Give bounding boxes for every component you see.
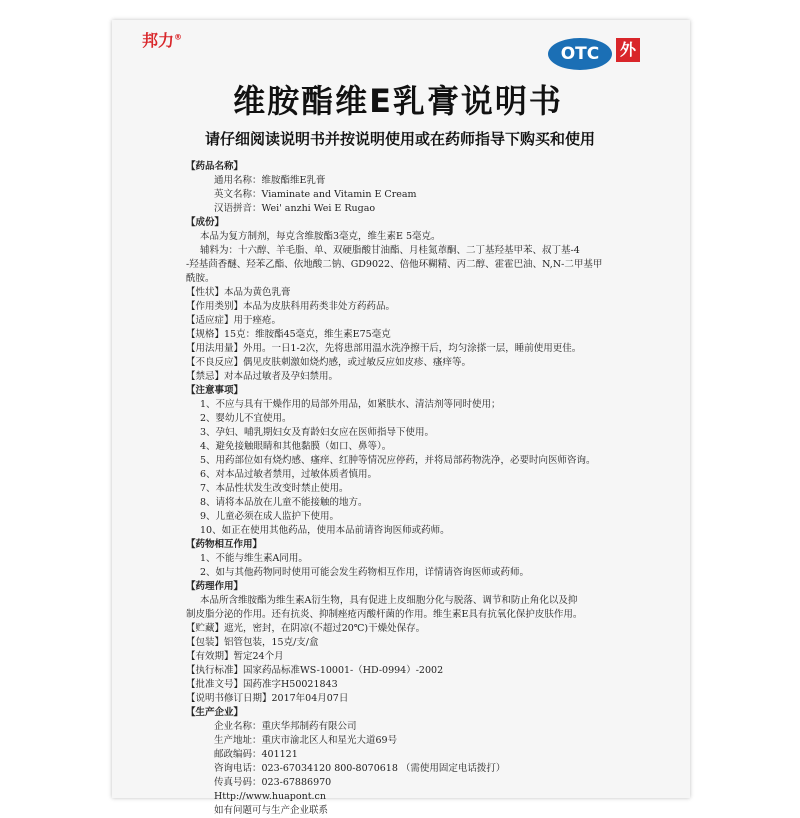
pinyin-name: 汉语拼音：Wei' anzhi Wei E Rugao: [214, 203, 376, 214]
ingredients-text: 本品为复方制剂，每克含维胺酯3毫克，维生素E 5毫克。: [200, 231, 441, 242]
storage: 【贮藏】遮光，密封，在阴凉(不超过20℃)干燥处保存。: [186, 623, 426, 634]
section-manufacturer: 【生产企业】: [186, 707, 244, 718]
section-ingredients: 【成份】: [186, 217, 225, 228]
website: Http://www.huapont.cn: [214, 791, 326, 802]
instruction-subtitle: 请仔细阅读说明书并按说明使用或在药师指导下购买和使用: [204, 130, 595, 148]
contraindications: 【禁忌】对本品过敏者及孕妇禁用。: [186, 371, 339, 382]
phone-number: 咨询电话：023-67034120 800-8070618 （需使用固定电话拨打）: [214, 763, 506, 774]
brand-logo: 邦力®: [142, 31, 183, 50]
shelf-life: 【有效期】暂定24个月: [186, 651, 284, 662]
excipients-line-3: 酰胺。: [186, 273, 215, 284]
precaution-item: 6、对本品过敏者禁用，过敏体质者慎用。: [200, 469, 378, 480]
company-address: 生产地址：重庆市渝北区人和星光大道69号: [214, 735, 398, 746]
pharmacology-line-2: 制皮脂分泌的作用。还有抗炎、抑制痤疮丙酸杆菌的作用。维生素E具有抗氧化保护皮肤作用。: [186, 609, 583, 620]
pharmacology-line-1: 本品所含维胺酯为维生素A衍生物，具有促进上皮细胞分化与脱落、调节和防止角化以及抑: [200, 595, 578, 606]
precaution-item: 5、用药部位如有烧灼感、瘙痒、红肿等情况应停药，并将局部药物洗净，必要时向医师咨询。: [200, 455, 596, 466]
interaction-item: 1、不能与维生素A同用。: [200, 553, 308, 564]
precaution-item: 3、孕妇、哺乳期妇女及育龄妇女应在医师指导下使用。: [200, 427, 435, 438]
leaflet-content: [186, 160, 676, 818]
contact-note: 如有问题可与生产企业联系: [214, 805, 329, 816]
external-use-badge: 外: [616, 38, 640, 62]
precaution-item: 8、请将本品放在儿童不能接触的地方。: [200, 497, 368, 508]
category-of-action: 【作用类别】本品为皮肤科用药类非处方药药品。: [186, 301, 396, 312]
precaution-item: 1、不应与具有干燥作用的局部外用品，如紧肤水、清洁剂等同时使用；: [200, 399, 501, 410]
section-pharmacology: 【药理作用】: [186, 581, 244, 592]
section-precautions: 【注意事项】: [186, 385, 244, 396]
packaging: 【包装】铝管包装，15克/支/盒: [186, 637, 319, 648]
excipients-line-1: 辅料为：十六醇、羊毛脂、单、双硬脂酸甘油酯、月桂氮䓬酮、二丁基羟基甲苯、叔丁基-4: [200, 245, 580, 256]
excipients-line-2: -羟基茴香醚、羟苯乙酯、依地酸二钠、GD9022、倍他环糊精、丙二醇、霍霍巴油、N,N-二甲基甲: [186, 259, 603, 270]
english-name: 英文名称：Viaminate and Vitamin E Cream: [214, 189, 417, 200]
dosage: 【用法用量】外用。一日1-2次，先将患部用温水洗净擦干后，均匀涂搽一层，睡前使用更佳。: [186, 343, 582, 354]
precaution-item: 9、儿童必须在成人监护下使用。: [200, 511, 340, 522]
precaution-item: 4、避免接触眼睛和其他黏膜（如口、鼻等）。: [200, 441, 392, 452]
section-interactions: 【药物相互作用】: [186, 539, 263, 550]
postal-code: 邮政编码：401121: [214, 749, 298, 760]
precaution-item: 7、本品性状发生改变时禁止使用。: [200, 483, 349, 494]
fax-number: 传真号码：023-67886970: [214, 777, 332, 788]
indications: 【适应症】用于痤疮。: [186, 315, 282, 326]
company-name: 企业名称：重庆华邦制药有限公司: [214, 721, 357, 732]
generic-name: 通用名称：维胺酯维E乳膏: [214, 175, 326, 186]
interaction-item: 2、如与其他药物同时使用可能会发生药物相互作用，详情请咨询医师或药师。: [200, 567, 530, 578]
specification: 【规格】15克：维胺酯45毫克，维生素E75毫克: [186, 329, 391, 340]
standard: 【执行标准】国家药品标准WS-10001-（HD-0994）-2002: [186, 665, 444, 676]
approval-number: 【批准文号】国药准字H50021843: [186, 679, 338, 690]
adverse-reactions: 【不良反应】偶见皮肤刺激如烧灼感，或过敏反应如皮疹、瘙痒等。: [186, 357, 472, 368]
section-drug-name: 【药品名称】: [186, 161, 244, 172]
revision-date: 【说明书修订日期】2017年04月07日: [186, 693, 349, 704]
precaution-item: 2、婴幼儿不宜使用。: [200, 413, 292, 424]
document-title: 维胺酯维E乳膏说明书: [233, 82, 563, 120]
otc-badge: OTC: [548, 38, 612, 70]
appearance: 【性状】本品为黄色乳膏: [186, 287, 291, 298]
precaution-item: 10、如正在使用其他药品，使用本品前请咨询医师或药师。: [200, 525, 450, 536]
